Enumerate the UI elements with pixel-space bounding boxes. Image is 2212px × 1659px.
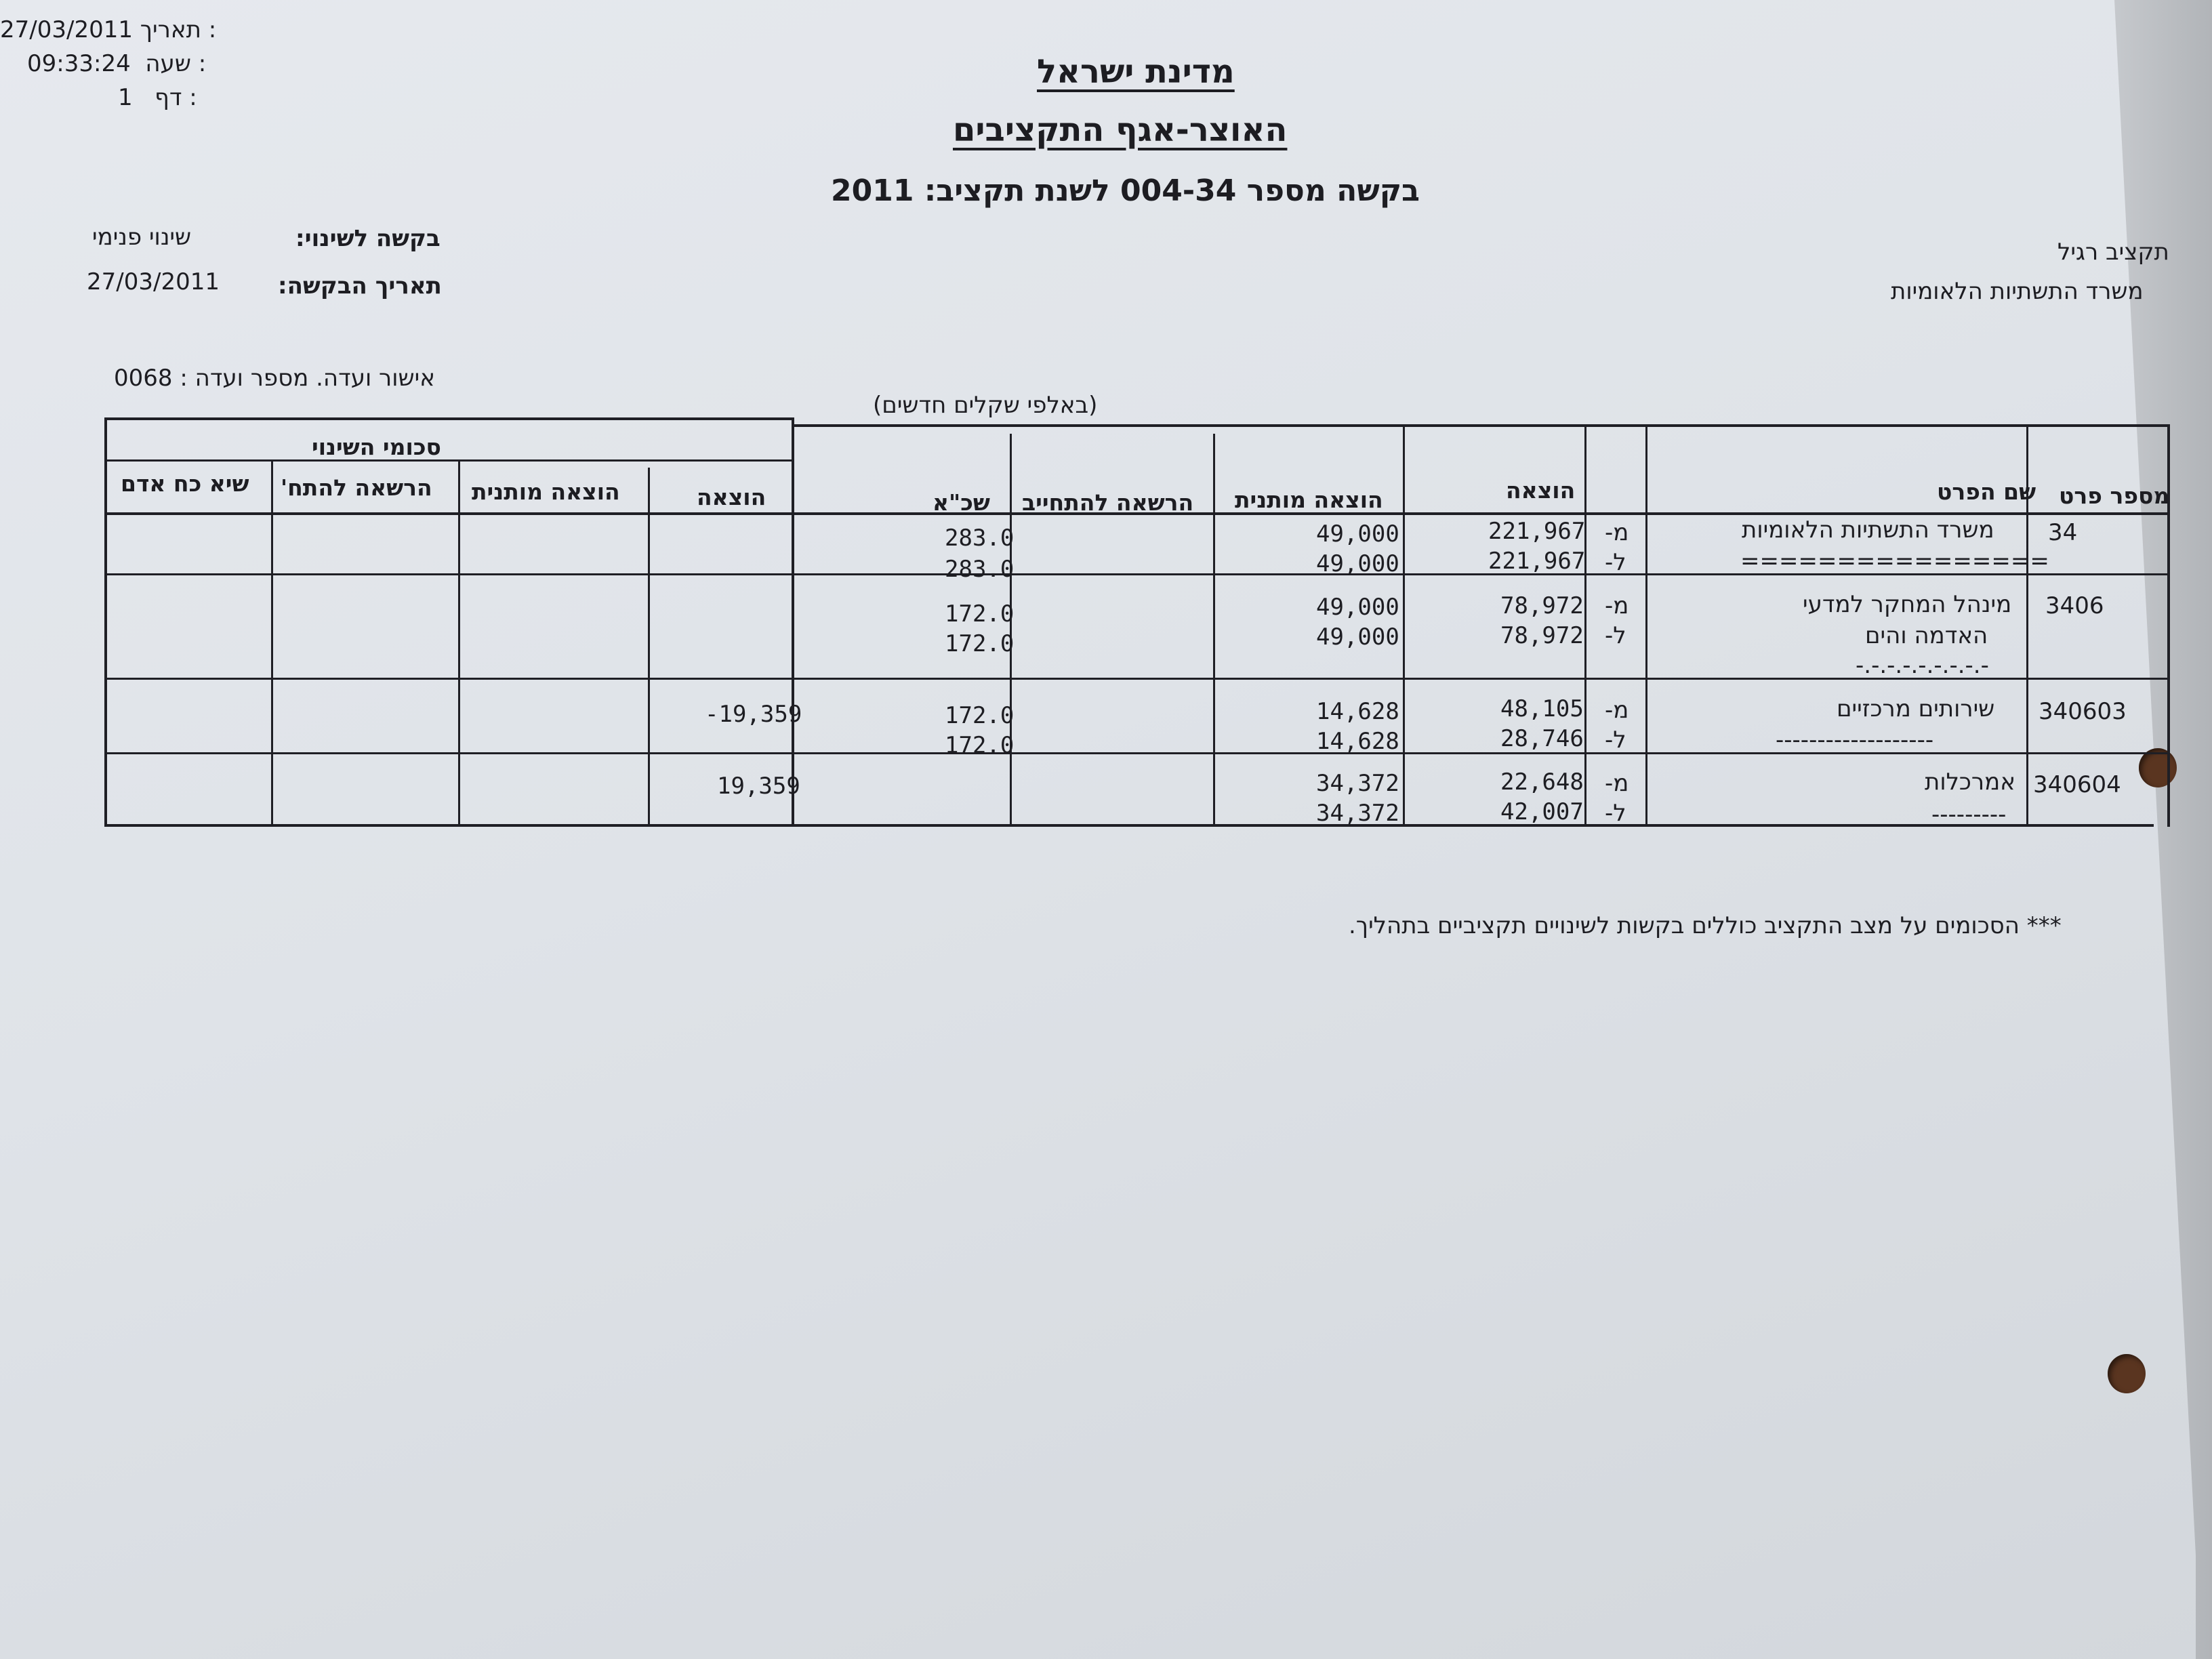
print-date: 27/03/2011 תאריך : xyxy=(0,16,217,43)
item-name: משרד התשתיות הלאומיות xyxy=(1742,516,1994,544)
item-number: 34 xyxy=(2048,519,2078,546)
salary-from: 172.0 xyxy=(945,702,1015,729)
cond-to: 14,628 xyxy=(1316,728,1399,755)
col-group-change-sums: סכומי השינוי xyxy=(312,434,441,460)
ministry-name: משרד התשתיות הלאומיות xyxy=(1891,278,2144,305)
print-time: 09:33:24 שעה : xyxy=(27,50,207,77)
spend-to: 28,746 xyxy=(1500,725,1584,752)
cond-from: 49,000 xyxy=(1316,520,1399,548)
item-name: אמרכלות xyxy=(1925,769,2015,796)
title-ministry: האוצר-אגף התקציבים xyxy=(953,111,1288,149)
salary-to: 172.0 xyxy=(945,732,1015,759)
page-number: 1 דף : xyxy=(118,84,197,111)
footnote: *** הסכומים על מצב התקציב כוללים בקשות לשינויים תקציביים בתהליך. xyxy=(1349,912,2062,939)
spend-from: 22,648 xyxy=(1500,769,1584,796)
from-label: מ- xyxy=(1605,519,1629,546)
col-cond-spend: הוצאה מותנית xyxy=(1235,487,1383,513)
spend-to: 221,967 xyxy=(1488,548,1586,575)
cond-to: 34,372 xyxy=(1316,800,1399,827)
cond-from: 34,372 xyxy=(1316,770,1399,797)
col-chg-auth: הרשאה להתח' xyxy=(281,474,432,501)
to-label: ל- xyxy=(1605,726,1626,754)
col-chg-spend: הוצאה xyxy=(697,484,766,510)
col-item-name: שם הפרט xyxy=(1937,478,2036,505)
committee-approval: אישור ועדה. מספר ועדה : 0068 xyxy=(114,365,435,392)
change-label: בקשה לשינוי: xyxy=(295,225,441,252)
request-date-value: 27/03/2011 xyxy=(87,268,220,295)
item-name-underline: ------------------- xyxy=(1776,726,1934,754)
spend-from: 48,105 xyxy=(1500,695,1584,722)
cond-to: 49,000 xyxy=(1316,550,1399,577)
item-name: שירותים מרכזיים xyxy=(1837,695,1995,722)
change-spend: 19,359 xyxy=(717,773,800,800)
spend-to: 42,007 xyxy=(1500,798,1584,825)
item-number: 340603 xyxy=(2039,698,2127,725)
col-salary: שכ"א xyxy=(933,489,990,516)
spend-from: 78,972 xyxy=(1500,592,1584,619)
item-name-underline: -.-.-.-.-.-.-.-.- xyxy=(1856,652,1989,679)
from-label: מ- xyxy=(1605,770,1629,797)
budget-type: תקציב רגיל xyxy=(2057,239,2169,266)
item-name-line2: האדמה והים xyxy=(1865,622,1988,649)
item-name-underline: ================ xyxy=(1740,548,2049,575)
col-commit-auth: הרשאה להתחייב xyxy=(1022,489,1194,516)
col-spend: הוצאה xyxy=(1506,477,1576,504)
cond-from: 14,628 xyxy=(1316,698,1399,725)
to-label: ל- xyxy=(1605,800,1626,827)
cond-from: 49,000 xyxy=(1316,594,1399,621)
item-name-underline: --------- xyxy=(1931,801,2007,828)
item-name: מינהל המחקר למדעי xyxy=(1803,591,2012,618)
col-chg-peak: שיא כח אדם xyxy=(121,470,249,497)
title-request: בקשה מספר 004-34 לשנת תקציב: 2011 xyxy=(831,173,1420,208)
col-chg-cond: הוצאה מותנית xyxy=(472,478,620,505)
punch-hole xyxy=(2108,1354,2146,1393)
to-label: ל- xyxy=(1605,622,1626,649)
spend-to: 78,972 xyxy=(1500,622,1584,649)
salary-to: 172.0 xyxy=(945,630,1015,657)
to-label: ל- xyxy=(1605,549,1626,576)
from-label: מ- xyxy=(1605,697,1629,724)
change-value: שינוי פנימי xyxy=(92,224,192,251)
from-label: מ- xyxy=(1605,592,1629,619)
salary-to: 283.0 xyxy=(945,556,1015,583)
item-number: 340604 xyxy=(2033,771,2121,798)
title-state: מדינת ישראל xyxy=(1037,53,1235,91)
item-number: 3406 xyxy=(2045,592,2104,619)
salary-from: 172.0 xyxy=(945,600,1015,628)
change-spend: -19,359 xyxy=(705,701,802,728)
spend-from: 221,967 xyxy=(1488,518,1586,545)
salary-from: 283.0 xyxy=(945,525,1015,552)
cond-to: 49,000 xyxy=(1316,623,1399,651)
request-date-label: תאריך הבקשה: xyxy=(278,272,442,300)
col-item-number: מספר פרט xyxy=(2059,483,2170,509)
units-note: (באלפי שקלים חדשים) xyxy=(873,392,1098,419)
